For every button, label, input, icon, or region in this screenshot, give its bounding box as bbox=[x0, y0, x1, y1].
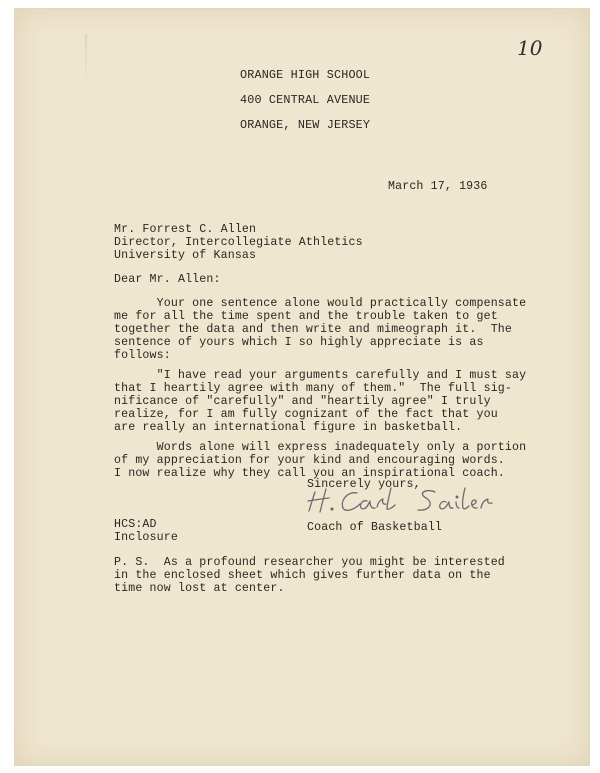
body-line: me for all the time spent and the trouble taken to get bbox=[114, 310, 498, 323]
body-line: realize, for I am fully cognizant of the fact that you bbox=[114, 408, 498, 421]
postscript-line: in the enclosed sheet which gives further data on the bbox=[114, 569, 491, 582]
body-line: sentence of yours which I so highly appreciate is as bbox=[114, 336, 484, 349]
letterhead-city: ORANGE, NEW JERSEY bbox=[240, 118, 371, 132]
handwritten-signature bbox=[305, 484, 505, 516]
postscript-line: P. S. As a profound researcher you might be interested bbox=[114, 556, 505, 569]
postscript-line: time now lost at center. bbox=[114, 582, 285, 595]
body-line: together the data and then write and mimeograph it. The bbox=[114, 323, 513, 336]
body-line: of my appreciation for your kind and encouraging words. bbox=[114, 454, 505, 467]
paper-fold-mark bbox=[85, 34, 87, 84]
body-line: Your one sentence alone would practically compensate bbox=[114, 297, 527, 310]
body-line: I now realize why they call you an inspirational coach. bbox=[114, 467, 505, 480]
recipient-name: Mr. Forrest C. Allen bbox=[114, 223, 257, 236]
letterhead-address: 400 CENTRAL AVENUE bbox=[240, 93, 371, 107]
reference-initials: HCS:AD bbox=[114, 518, 157, 531]
enclosure-note: Inclosure bbox=[114, 531, 178, 544]
body-line: nificance of "carefully" and "heartily agree" I truly bbox=[114, 395, 491, 408]
page-number-mark: 10 bbox=[517, 36, 543, 60]
body-line: Words alone will express inadequately only a portion bbox=[114, 441, 527, 454]
body-line: follows: bbox=[114, 349, 171, 362]
body-line: "I have read your arguments carefully and I must say bbox=[114, 369, 527, 382]
recipient-title: Director, Intercollegiate Athletics bbox=[114, 236, 363, 249]
body-line: that I heartily agree with many of them." The full sig- bbox=[114, 382, 513, 395]
recipient-institution: University of Kansas bbox=[114, 249, 257, 262]
signer-title: Coach of Basketball bbox=[307, 521, 443, 534]
closing: Sincerely yours, bbox=[307, 478, 421, 491]
letterhead-school: ORANGE HIGH SCHOOL bbox=[240, 68, 371, 82]
letter-date: March 17, 1936 bbox=[388, 180, 488, 193]
body-line: are really an international figure in basketball. bbox=[114, 421, 463, 434]
salutation: Dear Mr. Allen: bbox=[114, 273, 221, 286]
